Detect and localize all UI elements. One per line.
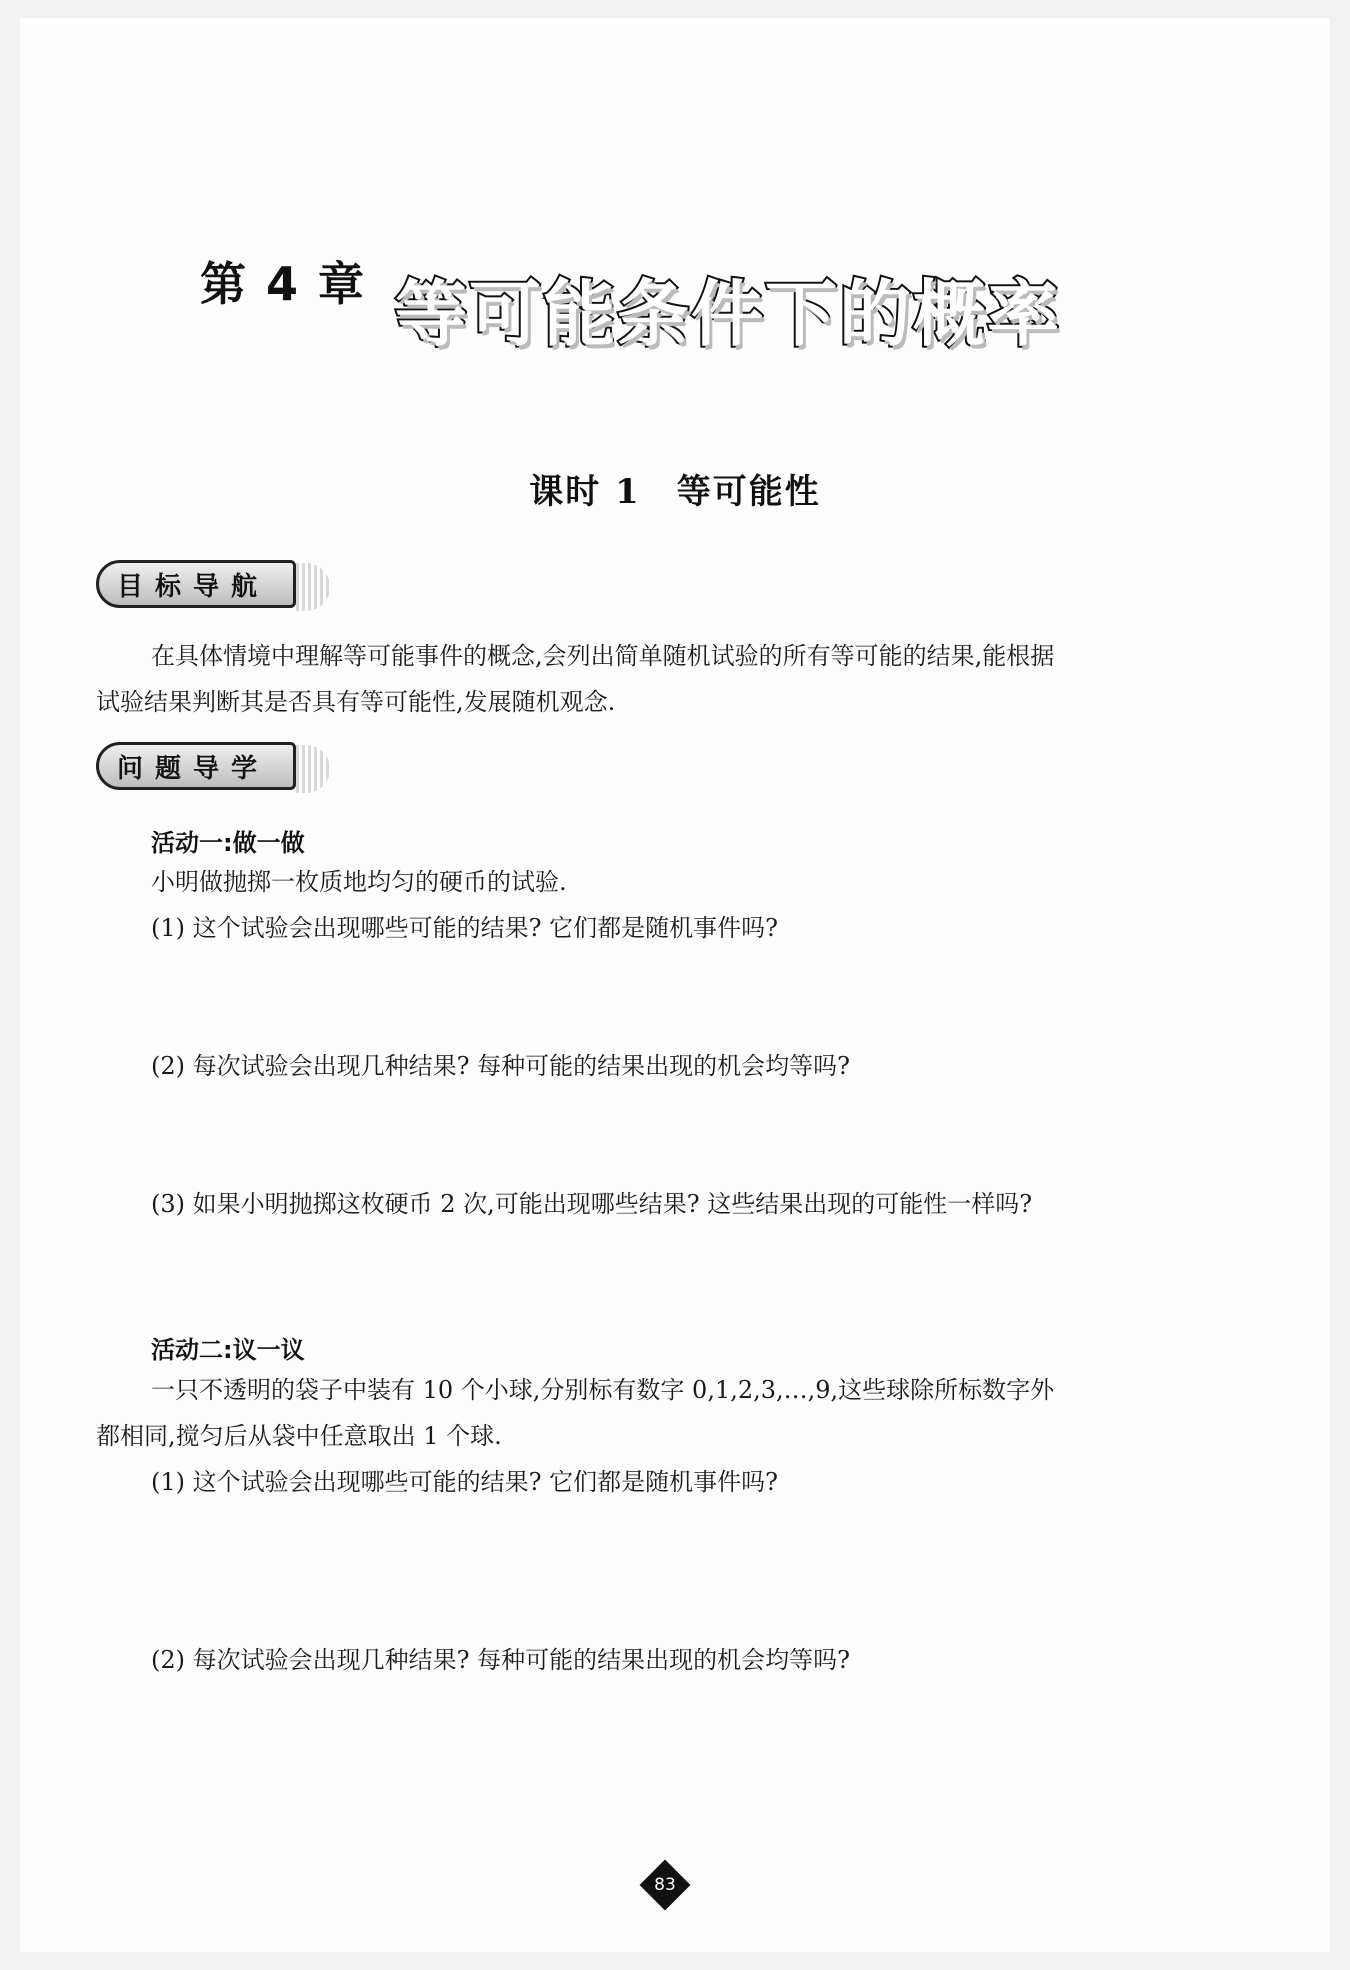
activity2-heading: 活动二:议一议 (151, 1336, 305, 1364)
activity1-intro: 小明做抛掷一枚质地均匀的硬币的试验. (151, 868, 567, 896)
lesson-title: 课时 1 等可能性 (529, 472, 821, 512)
guide-badge-stripes (296, 745, 330, 793)
page-number: 83 (654, 1875, 676, 1895)
guide-badge (96, 742, 296, 790)
guide-badge-label: 问题导学 (117, 753, 270, 784)
goal-line-2: 试验结果判断其是否具有等可能性,发展随机观念. (96, 688, 616, 716)
activity2-intro-line1: 一只不透明的袋子中装有 10 个小球,分别标有数字 0,1,2,3,…,9,这些球除所标数字外 (151, 1376, 1055, 1404)
activity2-q1: (1) 这个试验会出现哪些可能的结果? 它们都是随机事件吗? (151, 1468, 778, 1496)
activity1-q2: (2) 每次试验会出现几种结果? 每种可能的结果出现的机会均等吗? (151, 1052, 850, 1080)
activity2-intro-line2: 都相同,搅匀后从袋中任意取出 1 个球. (96, 1422, 502, 1450)
activity1-heading: 活动一:做一做 (151, 829, 305, 857)
chapter-title: 等可能条件下的概率 (395, 272, 1062, 356)
page-number-badge (640, 1860, 690, 1910)
chapter-label: 第 4 章 (200, 257, 367, 311)
goal-badge-label: 目标导航 (117, 571, 270, 602)
activity2-q2: (2) 每次试验会出现几种结果? 每种可能的结果出现的机会均等吗? (151, 1646, 850, 1674)
activity1-q1: (1) 这个试验会出现哪些可能的结果? 它们都是随机事件吗? (151, 914, 778, 942)
goal-badge (96, 560, 296, 608)
document-page (20, 18, 1330, 1952)
goal-badge-stripes (296, 563, 330, 611)
goal-line-1: 在具体情境中理解等可能事件的概念,会列出简单随机试验的所有等可能的结果,能根据 (151, 642, 1055, 670)
activity1-q3: (3) 如果小明抛掷这枚硬币 2 次,可能出现哪些结果? 这些结果出现的可能性一样吗? (151, 1190, 1033, 1218)
